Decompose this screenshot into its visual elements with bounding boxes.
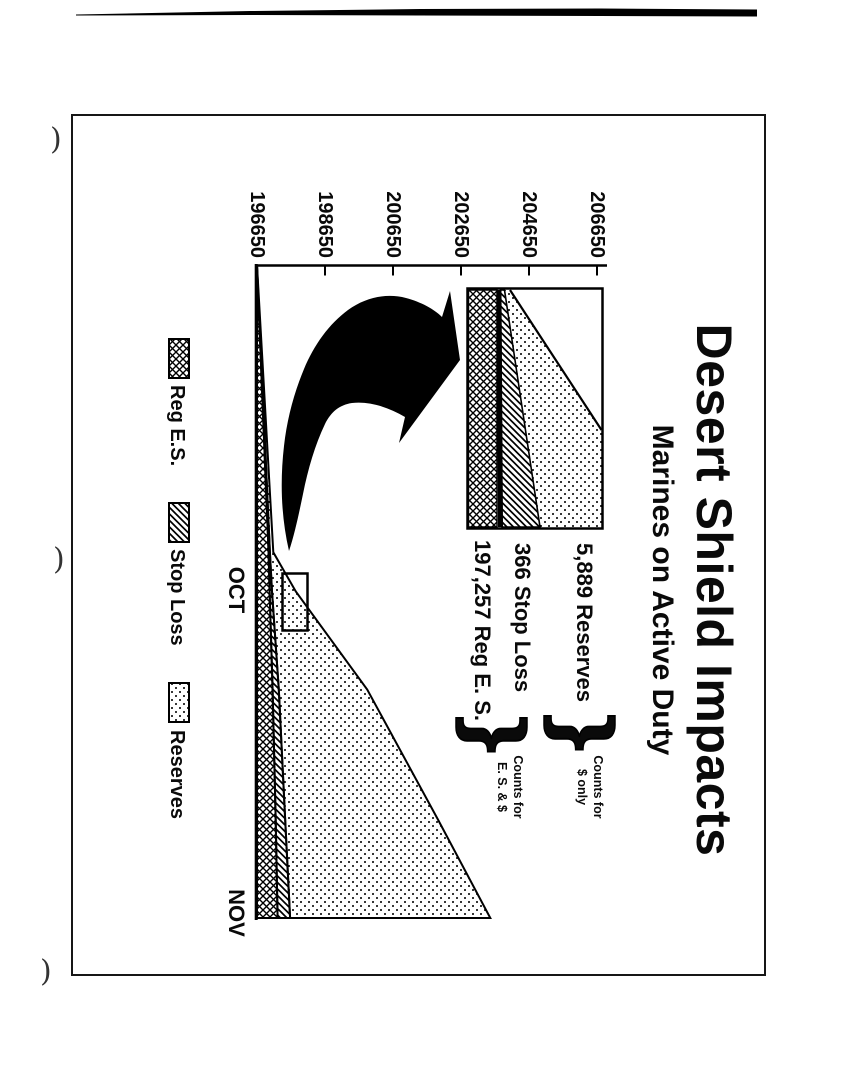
y-tick-label: 200650 xyxy=(382,191,404,258)
caption-es-and-dollar xyxy=(494,752,525,822)
legend-label-stop-loss: Stop Loss xyxy=(166,549,188,646)
callout-reserves: 5,889 Reserves xyxy=(572,543,597,703)
chart-title: Desert Shield Impacts xyxy=(686,323,742,857)
callout-reg-es: 197,257 Reg E. S. xyxy=(470,540,495,721)
y-tick-label: 206650 xyxy=(586,191,608,258)
legend-label-reg-es: Reg E.S. xyxy=(166,385,188,467)
chart-subtitle: Marines on Active Duty xyxy=(646,424,679,756)
x-label-oct: OCT xyxy=(224,566,249,614)
callout-stop-loss: 366 Stop Loss xyxy=(510,543,535,693)
caption-line: $ only xyxy=(575,768,590,806)
caption-line: E. S. & $ xyxy=(495,761,510,813)
scan-margin-mark: ) xyxy=(40,954,52,989)
scan-margin-mark: ) xyxy=(50,122,62,157)
brace-dollar-only: } xyxy=(543,714,628,751)
y-tick-label: 198650 xyxy=(314,191,336,258)
scan-margin-mark: ) xyxy=(53,542,65,577)
caption-line: Counts for xyxy=(591,755,605,819)
legend-swatch-reg-es xyxy=(168,338,190,379)
y-tick-label: 196650 xyxy=(246,191,268,258)
legend-label-reserves: Reserves xyxy=(166,730,188,819)
caption-dollar-only xyxy=(574,752,605,822)
brace-es-and-dollar: } xyxy=(455,716,540,753)
legend-swatch-stop-loss xyxy=(168,502,190,543)
x-label-nov: NOV xyxy=(224,889,249,937)
y-tick-label: 202650 xyxy=(450,191,472,258)
legend-swatch-reserves xyxy=(168,682,190,723)
caption-line: Counts for xyxy=(511,755,525,819)
y-tick-label: 204650 xyxy=(518,191,540,258)
